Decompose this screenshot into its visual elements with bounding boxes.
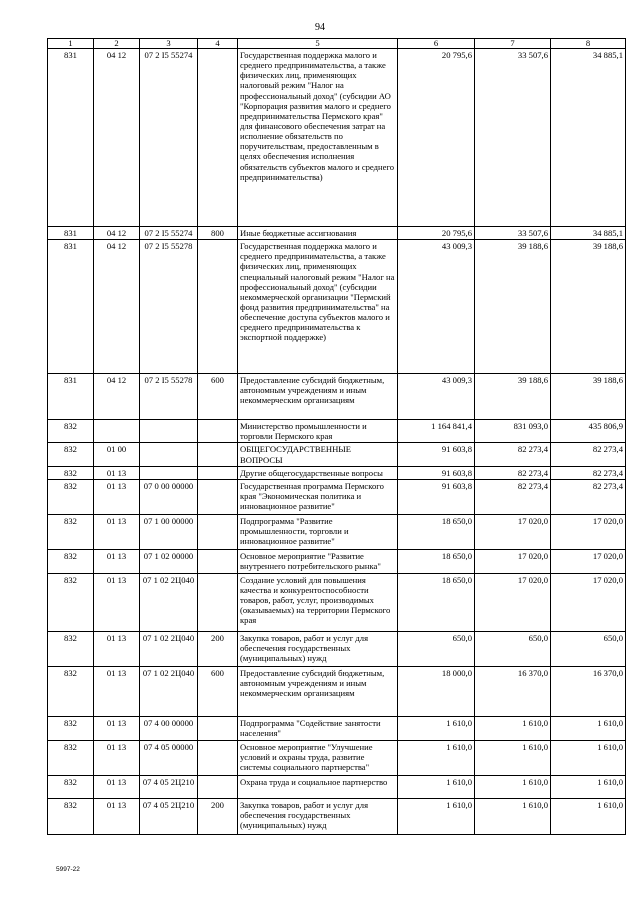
cell-amount-2024: 82 273,4: [475, 443, 551, 466]
cell-amount-2025: 1 610,0: [551, 716, 626, 740]
table-row: [48, 631, 626, 666]
cell-target-article: [140, 443, 198, 466]
table-row: [48, 466, 626, 479]
cell-amount-2023: 1 610,0: [398, 775, 475, 798]
cell-amount-2023: 18 650,0: [398, 573, 475, 631]
cell-target-article: 07 4 05 00000: [140, 740, 198, 775]
cell-amount-2025: 82 273,4: [551, 443, 626, 466]
cell-amount-2023: 18 650,0: [398, 549, 475, 573]
cell-amount-2024: 1 610,0: [475, 740, 551, 775]
table-row: [48, 443, 626, 466]
cell-admin-code: 832: [48, 631, 94, 666]
cell-name: Создание условий для повышения качества и конкурентоспособности товаров, работ, услуг, производимых (оказываемых) на территории Пермского края: [238, 573, 398, 631]
cell-expense-type: [198, 443, 238, 466]
cell-amount-2025: 17 020,0: [551, 514, 626, 549]
cell-admin-code: 832: [48, 549, 94, 573]
cell-expense-type: [198, 549, 238, 573]
column-header: 1: [48, 39, 94, 49]
table-row: [48, 716, 626, 740]
cell-expense-type: 600: [198, 374, 238, 420]
cell-expense-type: 200: [198, 631, 238, 666]
cell-name: ОБЩЕГОСУДАРСТВЕННЫЕ ВОПРОСЫ: [238, 443, 398, 466]
cell-name: Государственная поддержка малого и среднего предпринимательства, а также физических лиц, применяющих специальный налоговый режим "Налог на профессиональный доход" (субсидии некоммерческой организации "Пермский фонд развития предпринимательства" на обеспечение доступа субъектов малого и среднего предпринимательства к экспортной поддержке): [238, 240, 398, 374]
cell-amount-2025: 1 610,0: [551, 740, 626, 775]
cell-expense-type: [198, 775, 238, 798]
cell-section: 01 13: [94, 798, 140, 834]
cell-amount-2024: 82 273,4: [475, 466, 551, 479]
cell-admin-code: 832: [48, 716, 94, 740]
cell-section: 01 13: [94, 631, 140, 666]
cell-section: 04 12: [94, 374, 140, 420]
cell-name: Государственная поддержка малого и среднего предпринимательства, а также физических лиц, применяющих налоговый режим "Налог на профессиональный доход" (субсидии АО "Корпорация развития малого и среднего предпринимательства Пермского края" для финансового обеспечения затрат на исполнение обязательств по поручительствам, предоставленным в целях обеспечения исполнения обязательств субъектов малого и среднего предпринимательства): [238, 49, 398, 227]
cell-target-article: 07 1 02 00000: [140, 549, 198, 573]
cell-admin-code: 832: [48, 466, 94, 479]
cell-expense-type: [198, 716, 238, 740]
cell-amount-2025: 34 885,1: [551, 49, 626, 227]
table-row: [48, 666, 626, 716]
table-row: [48, 775, 626, 798]
cell-expense-type: [198, 740, 238, 775]
cell-admin-code: 832: [48, 443, 94, 466]
column-header: 7: [475, 39, 551, 49]
cell-amount-2023: 650,0: [398, 631, 475, 666]
cell-amount-2025: 82 273,4: [551, 466, 626, 479]
cell-target-article: 07 1 00 00000: [140, 514, 198, 549]
cell-target-article: 07 1 02 2Ц040: [140, 573, 198, 631]
cell-expense-type: [198, 514, 238, 549]
cell-expense-type: [198, 240, 238, 374]
cell-name: Министерство промышленности и торговли Пермского края: [238, 420, 398, 443]
table-row: [48, 479, 626, 514]
cell-expense-type: 200: [198, 798, 238, 834]
table-row: [48, 514, 626, 549]
cell-amount-2024: 650,0: [475, 631, 551, 666]
cell-target-article: [140, 466, 198, 479]
cell-section: 01 13: [94, 549, 140, 573]
cell-admin-code: 832: [48, 514, 94, 549]
cell-expense-type: 800: [198, 227, 238, 240]
cell-target-article: 07 2 I5 55274: [140, 227, 198, 240]
cell-amount-2025: 39 188,6: [551, 240, 626, 374]
cell-amount-2023: 1 610,0: [398, 716, 475, 740]
table-row: [48, 420, 626, 443]
cell-amount-2024: 17 020,0: [475, 573, 551, 631]
cell-admin-code: 831: [48, 240, 94, 374]
cell-target-article: 07 2 I5 55274: [140, 49, 198, 227]
cell-admin-code: 831: [48, 49, 94, 227]
cell-expense-type: [198, 49, 238, 227]
cell-target-article: 07 4 05 2Ц210: [140, 798, 198, 834]
cell-amount-2023: 91 603,8: [398, 466, 475, 479]
cell-amount-2024: 39 188,6: [475, 374, 551, 420]
cell-target-article: 07 4 00 00000: [140, 716, 198, 740]
cell-amount-2023: 1 610,0: [398, 740, 475, 775]
cell-section: 01 13: [94, 466, 140, 479]
cell-section: 01 13: [94, 479, 140, 514]
cell-target-article: 07 2 I5 55278: [140, 240, 198, 374]
cell-name: Другие общегосударственные вопросы: [238, 466, 398, 479]
table-row: [48, 227, 626, 240]
cell-target-article: 07 1 02 2Ц040: [140, 666, 198, 716]
cell-admin-code: 832: [48, 573, 94, 631]
cell-expense-type: [198, 466, 238, 479]
cell-section: 04 12: [94, 240, 140, 374]
cell-amount-2023: 20 795,6: [398, 227, 475, 240]
cell-target-article: [140, 420, 198, 443]
table-row: [48, 573, 626, 631]
cell-amount-2024: 17 020,0: [475, 549, 551, 573]
cell-amount-2025: 17 020,0: [551, 549, 626, 573]
cell-amount-2023: 18 000,0: [398, 666, 475, 716]
cell-section: 01 13: [94, 573, 140, 631]
cell-name: Закупка товаров, работ и услуг для обеспечения государственных (муниципальных) нужд: [238, 631, 398, 666]
cell-amount-2025: 34 885,1: [551, 227, 626, 240]
cell-admin-code: 831: [48, 227, 94, 240]
cell-amount-2024: 1 610,0: [475, 716, 551, 740]
cell-admin-code: 832: [48, 666, 94, 716]
cell-amount-2023: 18 650,0: [398, 514, 475, 549]
cell-amount-2024: 33 507,6: [475, 227, 551, 240]
cell-target-article: 07 1 02 2Ц040: [140, 631, 198, 666]
cell-amount-2025: 17 020,0: [551, 573, 626, 631]
cell-amount-2023: 20 795,6: [398, 49, 475, 227]
column-number-row: [48, 39, 626, 49]
cell-amount-2024: 33 507,6: [475, 49, 551, 227]
cell-name: Предоставление субсидий бюджетным, автономным учреждениям и иным некоммерческим организациям: [238, 666, 398, 716]
cell-section: 01 13: [94, 740, 140, 775]
column-header: 4: [198, 39, 238, 49]
column-header: 8: [551, 39, 626, 49]
cell-name: Закупка товаров, работ и услуг для обеспечения государственных (муниципальных) нужд: [238, 798, 398, 834]
cell-target-article: 07 2 I5 55278: [140, 374, 198, 420]
cell-amount-2025: 435 806,9: [551, 420, 626, 443]
cell-amount-2023: 91 603,8: [398, 479, 475, 514]
cell-name: Подпрограмма "Развитие промышленности, торговли и инновационное развитие": [238, 514, 398, 549]
cell-amount-2024: 39 188,6: [475, 240, 551, 374]
column-header: 6: [398, 39, 475, 49]
cell-admin-code: 832: [48, 775, 94, 798]
cell-amount-2024: 17 020,0: [475, 514, 551, 549]
cell-amount-2024: 1 610,0: [475, 798, 551, 834]
cell-amount-2024: 831 093,0: [475, 420, 551, 443]
cell-admin-code: 832: [48, 420, 94, 443]
column-header: 5: [238, 39, 398, 49]
cell-section: [94, 420, 140, 443]
cell-amount-2023: 43 009,3: [398, 374, 475, 420]
cell-amount-2025: 650,0: [551, 631, 626, 666]
cell-name: Охрана труда и социальное партнерство: [238, 775, 398, 798]
cell-section: 01 13: [94, 775, 140, 798]
table-row: [48, 49, 626, 227]
cell-section: 01 00: [94, 443, 140, 466]
table-row: [48, 798, 626, 834]
cell-amount-2023: 1 610,0: [398, 798, 475, 834]
column-header: 3: [140, 39, 198, 49]
cell-name: Основное мероприятие "Улучшение условий и охраны труда, развитие системы социального партнерства": [238, 740, 398, 775]
cell-amount-2024: 1 610,0: [475, 775, 551, 798]
cell-name: Подпрограмма "Содействие занятости населения": [238, 716, 398, 740]
cell-amount-2023: 43 009,3: [398, 240, 475, 374]
cell-amount-2025: 1 610,0: [551, 798, 626, 834]
document-code: 5997-22: [56, 866, 80, 873]
cell-name: Основное мероприятие "Развитие внутреннего потребительского рынка": [238, 549, 398, 573]
budget-table: [47, 38, 626, 835]
cell-amount-2023: 1 164 841,4: [398, 420, 475, 443]
cell-name: Иные бюджетные ассигнования: [238, 227, 398, 240]
cell-amount-2025: 39 188,6: [551, 374, 626, 420]
cell-admin-code: 832: [48, 479, 94, 514]
cell-section: 04 12: [94, 227, 140, 240]
cell-section: 01 13: [94, 716, 140, 740]
table-row: [48, 549, 626, 573]
table-row: [48, 240, 626, 374]
cell-name: Предоставление субсидий бюджетным, автономным учреждениям и иным некоммерческим организациям: [238, 374, 398, 420]
cell-admin-code: 832: [48, 740, 94, 775]
cell-section: 01 13: [94, 514, 140, 549]
cell-name: Государственная программа Пермского края "Экономическая политика и инновационное развитие": [238, 479, 398, 514]
cell-amount-2023: 91 603,8: [398, 443, 475, 466]
cell-section: 04 12: [94, 49, 140, 227]
column-header: 2: [94, 39, 140, 49]
cell-expense-type: 600: [198, 666, 238, 716]
cell-amount-2025: 16 370,0: [551, 666, 626, 716]
cell-expense-type: [198, 479, 238, 514]
cell-target-article: 07 4 05 2Ц210: [140, 775, 198, 798]
table-row: [48, 374, 626, 420]
cell-amount-2024: 16 370,0: [475, 666, 551, 716]
table-row: [48, 740, 626, 775]
cell-amount-2025: 1 610,0: [551, 775, 626, 798]
cell-target-article: 07 0 00 00000: [140, 479, 198, 514]
cell-section: 01 13: [94, 666, 140, 716]
page-number: 94: [315, 22, 325, 33]
cell-admin-code: 832: [48, 798, 94, 834]
cell-expense-type: [198, 573, 238, 631]
cell-amount-2025: 82 273,4: [551, 479, 626, 514]
cell-expense-type: [198, 420, 238, 443]
cell-admin-code: 831: [48, 374, 94, 420]
cell-amount-2024: 82 273,4: [475, 479, 551, 514]
